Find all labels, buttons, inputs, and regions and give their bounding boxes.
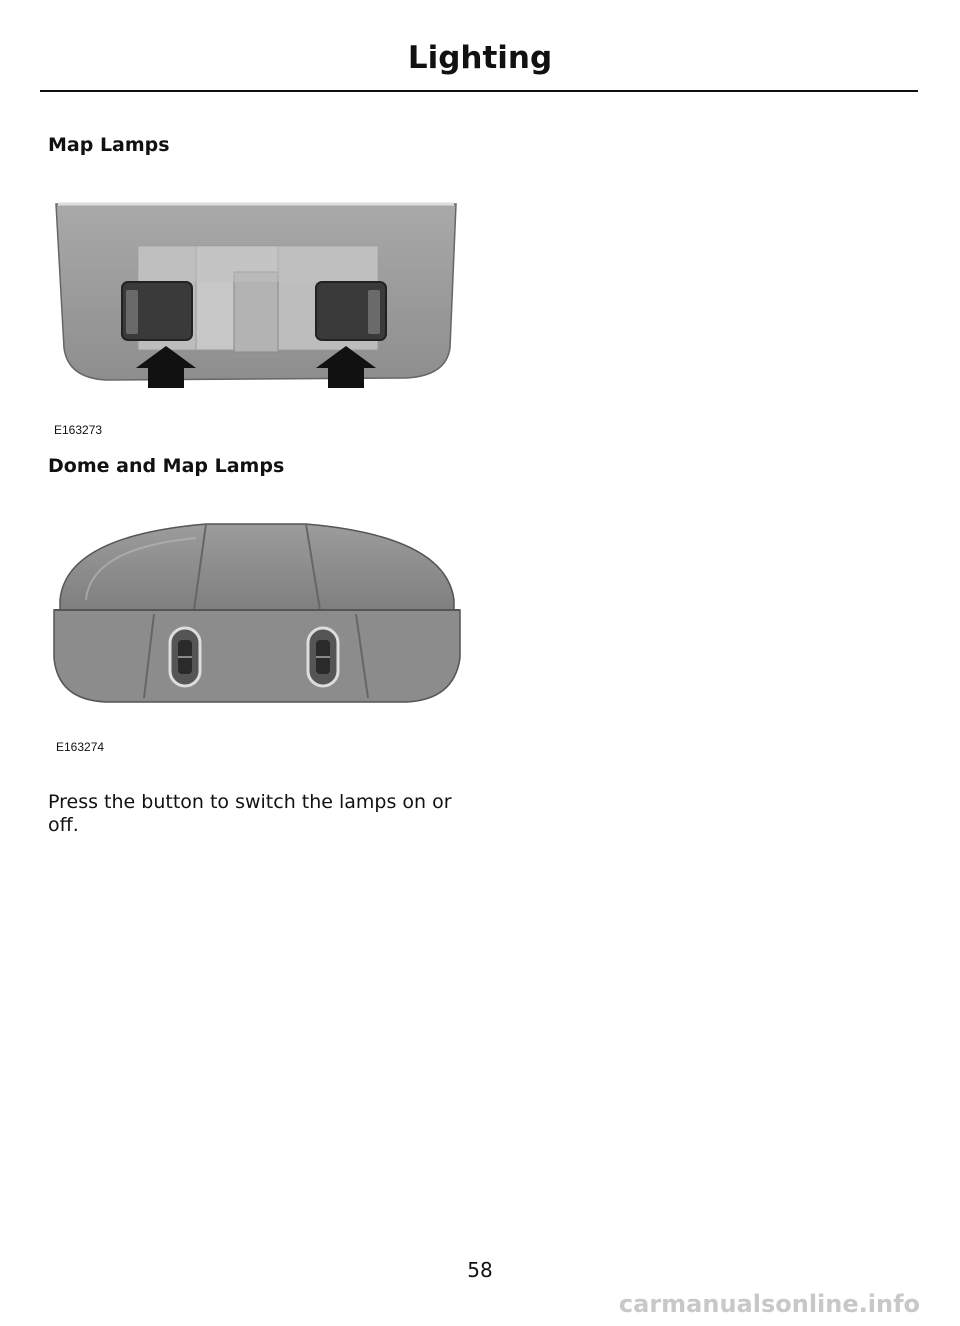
dome-and-map-lamps-illustration: [46, 518, 466, 708]
map-lamps-illustration: [46, 198, 466, 398]
figure-code-2: E163274: [56, 740, 105, 754]
header-rule: [40, 90, 918, 92]
right-map-lamp: [316, 282, 386, 340]
instruction-text: Press the button to switch the lamps on or off.: [48, 791, 452, 836]
lamp-switch-icon: [308, 628, 338, 686]
left-map-lamp: [122, 282, 192, 340]
figure-code-1: E163273: [54, 423, 103, 437]
page-number: 58: [467, 1258, 493, 1282]
section-heading-dome-and-map-lamps: Dome and Map Lamps: [48, 455, 285, 477]
lamp-switch-icon: [170, 628, 200, 686]
section-heading-map-lamps: Map Lamps: [48, 134, 170, 156]
watermark[interactable]: carmanualsonline.info: [618, 1290, 920, 1318]
chapter-title: Lighting: [407, 40, 553, 76]
